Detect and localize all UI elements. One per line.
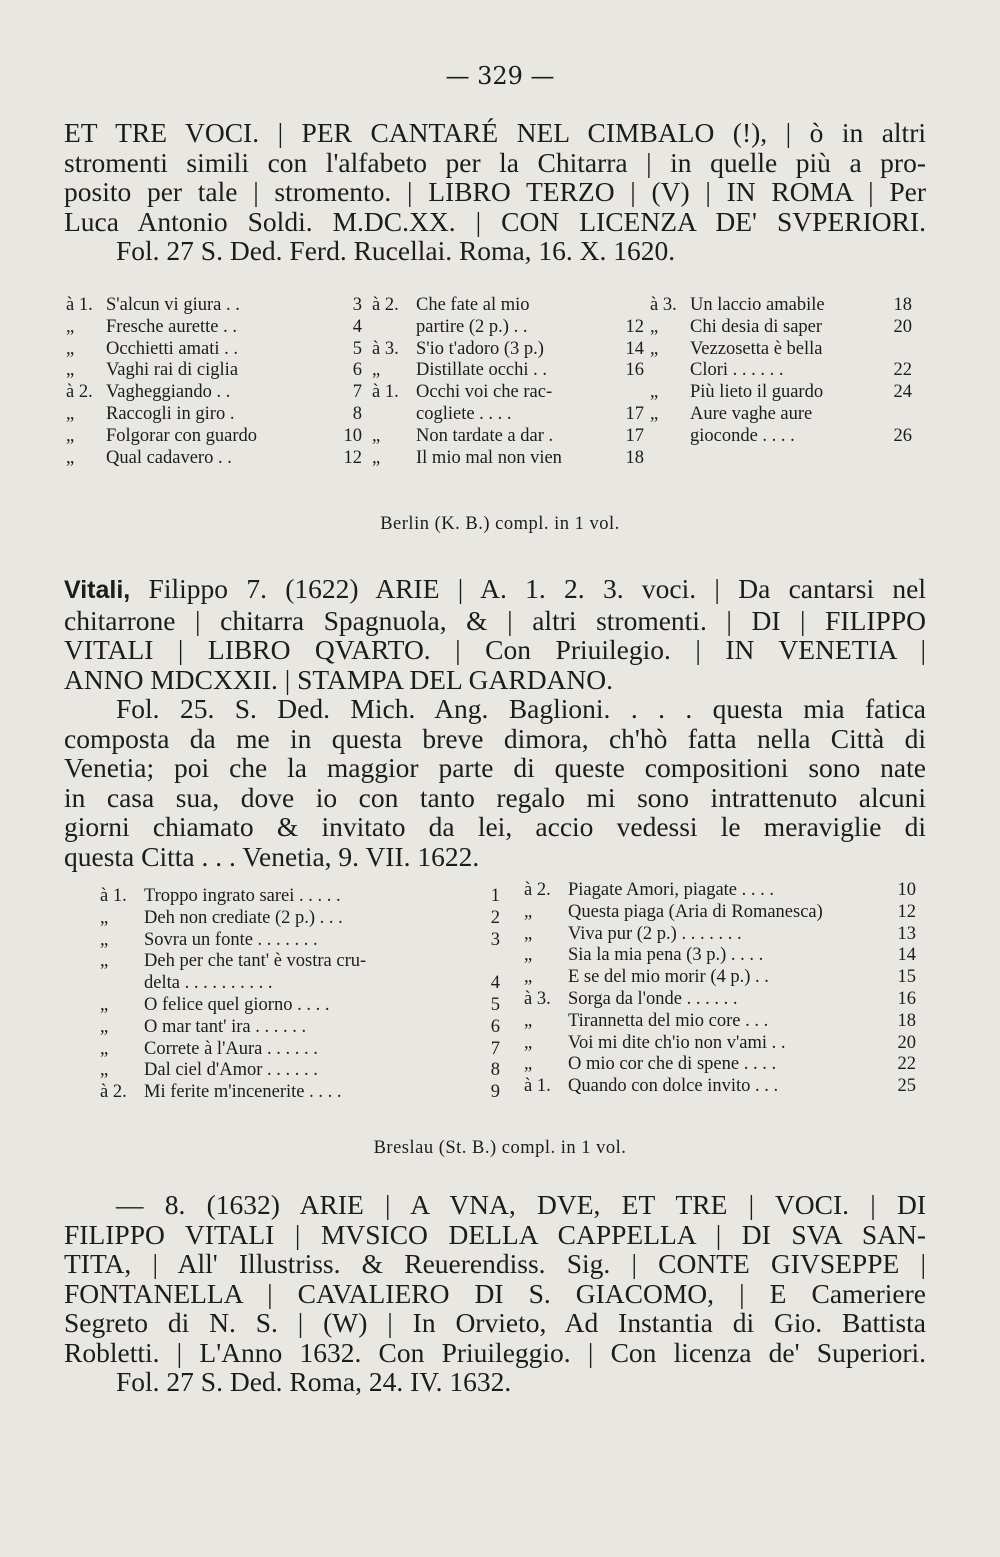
voice-count: „	[66, 316, 75, 337]
voice-count: „	[524, 967, 533, 988]
index-entry	[650, 360, 912, 382]
page-ref: 10	[897, 880, 916, 900]
index-entry	[524, 1033, 916, 1055]
piece-title: Tirannetta del mio core . . .	[568, 1010, 769, 1031]
library-location-2: Breslau (St. B.) compl. in 1 vol.	[373, 1138, 627, 1158]
piece-title: Aure vaghe aure	[690, 403, 813, 424]
text-line: Robletti. | L'Anno 1632. Con Priuileggio. | Con licenza de' Superiori.	[64, 1336, 926, 1368]
index-entry	[100, 1060, 500, 1082]
voice-count: „	[66, 425, 75, 446]
page-ref: 6	[352, 360, 362, 381]
index-entry	[66, 404, 362, 426]
voice-count: à 1.	[524, 1076, 551, 1097]
composer-name: Vitali,	[64, 576, 131, 604]
voice-count: „	[372, 447, 381, 468]
index-entry	[66, 360, 362, 382]
page-ref: 10	[343, 425, 362, 446]
page-ref: 14	[625, 338, 644, 359]
page-ref: 18	[897, 1010, 916, 1031]
piece-title: Viva pur (2 p.) . . . . . . .	[568, 923, 742, 944]
page-ref: 6	[490, 1016, 500, 1037]
voice-count: „	[524, 1054, 533, 1075]
voice-count: „	[66, 447, 75, 468]
page-ref: 18	[625, 447, 644, 468]
entry-2-description	[64, 574, 926, 871]
text-span: Filippo 7. (1622) ARIE | A. 1. 2. 3. voci. | Da cantarsi nel	[130, 573, 926, 604]
voice-count: „	[372, 425, 381, 446]
index-entry	[524, 902, 916, 924]
voice-count: „	[650, 338, 659, 359]
index-1-column-2	[372, 295, 644, 469]
index-entry	[100, 908, 500, 930]
index-entry	[66, 317, 362, 339]
text-line: Fol. 27 S. Ded. Ferd. Rucellai. Roma, 16. X. 1620.	[116, 235, 676, 266]
index-entry	[372, 360, 644, 382]
piece-title: Raccogli in giro .	[106, 403, 235, 424]
voice-count: „	[100, 907, 109, 928]
text-line: Fol. 27 S. Ded. Roma, 24. IV. 1632.	[116, 1366, 512, 1397]
text-line: FONTANELLA | CAVALIERO DI S. GIACOMO, | E Cameriere	[64, 1277, 926, 1309]
piece-title: Folgorar con guardo	[106, 425, 258, 446]
index-entry	[524, 945, 916, 967]
index-entry	[650, 317, 912, 339]
page-ref: 7	[352, 382, 362, 403]
voice-count: „	[524, 901, 533, 922]
page-ref: 3	[490, 929, 500, 950]
page-ref: 20	[897, 1032, 916, 1053]
piece-title: Voi mi dite ch'io non v'ami . .	[568, 1032, 786, 1053]
index-entry	[372, 404, 644, 426]
piece-title: O felice quel giorno . . . .	[144, 994, 330, 1015]
index-entry	[100, 1082, 500, 1104]
piece-title: Non tardate a dar .	[416, 425, 554, 446]
voice-count: „	[524, 945, 533, 966]
index-entry	[100, 951, 500, 973]
entry-1-description	[64, 118, 926, 266]
text-line: stromenti simili con l'alfabeto per la Chitarra | in quelle più a pro-	[64, 146, 926, 178]
library-location-1: Berlin (K. B.) compl. in 1 vol.	[380, 514, 620, 534]
piece-title: O mar tant' ira . . . . . .	[144, 1016, 307, 1037]
page-ref: 2	[490, 907, 500, 928]
text-line: ET TRE VOCI. | PER CANTARÉ NEL CIMBALO (!), | ò in altri	[64, 117, 926, 148]
index-entry	[100, 1017, 500, 1039]
piece-title: S'io t'adoro (3 p.)	[416, 338, 544, 359]
index-entry	[66, 426, 362, 448]
index-entry	[372, 339, 644, 361]
page-ref: 1	[490, 886, 500, 906]
page-ref: 13	[897, 923, 916, 944]
piece-title: Che fate al mio	[416, 295, 530, 315]
voice-count: „	[524, 1032, 533, 1053]
page-ref: 12	[343, 447, 362, 468]
text-line	[64, 574, 926, 606]
page-ref: 8	[352, 403, 362, 424]
index-entry	[372, 317, 644, 339]
piece-title: Dal ciel d'Amor . . . . . .	[144, 1060, 318, 1081]
piece-title: delta . . . . . . . . . .	[144, 973, 273, 994]
index-entry	[372, 382, 644, 404]
voice-count: „	[650, 316, 659, 337]
page-ref: 5	[490, 994, 500, 1015]
page-ref: 22	[893, 360, 912, 381]
voice-count: „	[100, 1038, 109, 1059]
voice-count: „	[66, 338, 75, 359]
piece-title: Occhi voi che rac-	[416, 382, 553, 403]
index-entry	[372, 448, 644, 470]
index-entry	[372, 295, 644, 317]
piece-title: Sovra un fonte . . . . . . .	[144, 929, 318, 950]
voice-count: à 2.	[100, 1082, 127, 1103]
page-ref: 20	[893, 316, 912, 337]
voice-count: „	[650, 403, 659, 424]
index-entry	[66, 448, 362, 470]
index-entry	[100, 973, 500, 995]
page-ref: 16	[625, 360, 644, 381]
voice-count: à 3.	[524, 988, 551, 1009]
page-ref: 18	[893, 295, 912, 315]
page-ref: 9	[490, 1082, 500, 1103]
index-entry	[524, 967, 916, 989]
page-ref: 4	[352, 316, 362, 337]
piece-title: Piagate Amori, piagate . . . .	[568, 880, 775, 900]
text-line: posito per tale | stromento. | LIBRO TERZO | (V) | IN ROMA | Per	[64, 176, 926, 207]
voice-count: à 2.	[372, 295, 399, 315]
index-entry	[524, 1076, 916, 1098]
index-entry	[66, 339, 362, 361]
index-entry	[100, 930, 500, 952]
page-ref: 3	[352, 295, 362, 315]
index-2-column-1	[100, 886, 500, 1104]
piece-title: Deh non crediate (2 p.) . . .	[144, 907, 343, 928]
page-ref: 4	[490, 973, 500, 994]
index-entry	[524, 989, 916, 1011]
voice-count: à 2.	[524, 880, 551, 900]
page-number: — 329 —	[445, 62, 555, 90]
index-entry	[650, 382, 912, 404]
piece-title: partire (2 p.) . .	[416, 316, 528, 337]
piece-title: O mio cor che di spene . . . .	[568, 1054, 777, 1075]
piece-title: Distillate occhi . .	[416, 360, 548, 381]
page-ref: 24	[893, 382, 912, 403]
voice-count: „	[100, 951, 109, 972]
index-entry	[650, 426, 912, 448]
voice-count: „	[100, 1060, 109, 1081]
voice-count: „	[650, 382, 659, 403]
voice-count: à 1.	[372, 382, 399, 403]
piece-title: S'alcun vi giura . .	[106, 295, 240, 315]
index-entry	[524, 1011, 916, 1033]
piece-title: Vagheggiando . .	[106, 382, 231, 403]
voice-count: „	[524, 1010, 533, 1031]
page-ref: 17	[625, 425, 644, 446]
index-1-column-1	[66, 295, 362, 469]
page-ref: 14	[897, 945, 916, 966]
text-line: giorni chiamato & invitato da lei, accio vedessi le meraviglie di	[64, 811, 926, 842]
index-entry	[524, 1054, 916, 1076]
piece-title: Clori . . . . . .	[690, 360, 784, 381]
piece-title: Correte à l'Aura . . . . . .	[144, 1038, 318, 1059]
index-entry	[100, 1039, 500, 1061]
page-ref: 7	[490, 1038, 500, 1059]
index-entry	[66, 382, 362, 404]
voice-count: „	[100, 929, 109, 950]
voice-count: „	[372, 360, 381, 381]
page-ref: 17	[625, 403, 644, 424]
page-ref: 12	[897, 901, 916, 922]
piece-title: Chi desia di saper	[690, 316, 823, 337]
text-line: Fol. 25. S. Ded. Mich. Ang. Baglioni. . . . questa mia fatica	[116, 693, 926, 724]
index-entry	[66, 295, 362, 317]
piece-title: E se del mio morir (4 p.) . .	[568, 967, 769, 988]
text-line: ANNO MDCXXII. | STAMPA DEL GARDANO.	[64, 663, 614, 695]
index-entry	[524, 924, 916, 946]
piece-title: Vezzosetta è bella	[690, 338, 823, 359]
piece-title: Qual cadavero . .	[106, 447, 232, 468]
piece-title: gioconde . . . .	[690, 425, 795, 446]
piece-title: Più lieto il guardo	[690, 382, 824, 403]
index-2-column-2	[524, 880, 916, 1098]
voice-count: „	[524, 923, 533, 944]
text-line: composta da me in questa breve dimora, ch'hò fatta nella Città di	[64, 722, 926, 754]
page-ref: 8	[490, 1060, 500, 1081]
piece-title: Quando con dolce invito . . .	[568, 1076, 779, 1097]
voice-count: „	[100, 994, 109, 1015]
page-ref: 22	[897, 1054, 916, 1075]
text-line: Luca Antonio Soldi. M.DC.XX. | CON LICENZA DE' SVPERIORI.	[64, 205, 926, 237]
text-line: chitarrone | chitarra Spagnuola, & | altri stromenti. | DI | FILIPPO	[64, 604, 926, 636]
piece-title: Questa piaga (Aria di Romanesca)	[568, 901, 823, 922]
page-ref: 16	[897, 988, 916, 1009]
voice-count: à 3.	[650, 295, 677, 315]
text-line: TITA, | All' Illustriss. & Reuerendiss. Sig. | CONTE GIVSEPPE |	[64, 1248, 926, 1279]
index-1-column-3	[650, 295, 912, 448]
piece-title: cogliete . . . .	[416, 403, 512, 424]
piece-title: Un laccio amabile	[690, 295, 825, 315]
piece-title: Fresche aurette . .	[106, 316, 237, 337]
entry-3-description	[64, 1190, 926, 1397]
index-entry	[524, 880, 916, 902]
piece-title: Mi ferite m'incenerite . . . .	[144, 1082, 342, 1103]
index-entry	[100, 995, 500, 1017]
text-line: VITALI | LIBRO QVARTO. | Con Priuilegio. | IN VENETIA |	[64, 634, 926, 665]
page-ref: 12	[625, 316, 644, 337]
index-entry	[372, 426, 644, 448]
text-line: in casa sua, dove io con tanto regalo mi sono intrattenuto alcuni	[64, 781, 926, 813]
index-entry	[650, 339, 912, 361]
text-line: questa Citta . . . Venetia, 9. VII. 1622.	[64, 840, 480, 872]
page-ref: 26	[893, 425, 912, 446]
voice-count: „	[66, 403, 75, 424]
text-line: FILIPPO VITALI | MVSICO DELLA CAPPELLA | DI SVA SAN-	[64, 1218, 926, 1250]
index-entry	[100, 886, 500, 908]
index-entry	[650, 404, 912, 426]
page-ref: 5	[352, 338, 362, 359]
page-ref: 15	[897, 967, 916, 988]
page-ref: 25	[897, 1076, 916, 1097]
piece-title: Sia la mia pena (3 p.) . . . .	[568, 945, 764, 966]
piece-title: Sorga da l'onde . . . . . .	[568, 988, 738, 1009]
index-entry	[650, 295, 912, 317]
piece-title: Occhietti amati . .	[106, 338, 239, 359]
text-line: — 8. (1632) ARIE | A VNA, DVE, ET TRE | VOCI. | DI	[116, 1189, 926, 1220]
voice-count: „	[66, 360, 75, 381]
voice-count: „	[100, 1016, 109, 1037]
text-line: Venetia; poi che la maggior parte di queste compositioni sono nate	[64, 752, 926, 783]
piece-title: Vaghi rai di ciglia	[106, 360, 239, 381]
piece-title: Il mio mal non vien	[416, 447, 562, 468]
text-line: Segreto di N. S. | (W) | In Orvieto, Ad Instantia di Gio. Battista	[64, 1307, 926, 1338]
voice-count: à 2.	[66, 382, 93, 403]
voice-count: à 3.	[372, 338, 399, 359]
voice-count: à 1.	[66, 295, 93, 315]
piece-title: Troppo ingrato sarei . . . . .	[144, 886, 341, 906]
voice-count: à 1.	[100, 886, 127, 906]
piece-title: Deh per che tant' è vostra cru-	[144, 951, 367, 972]
